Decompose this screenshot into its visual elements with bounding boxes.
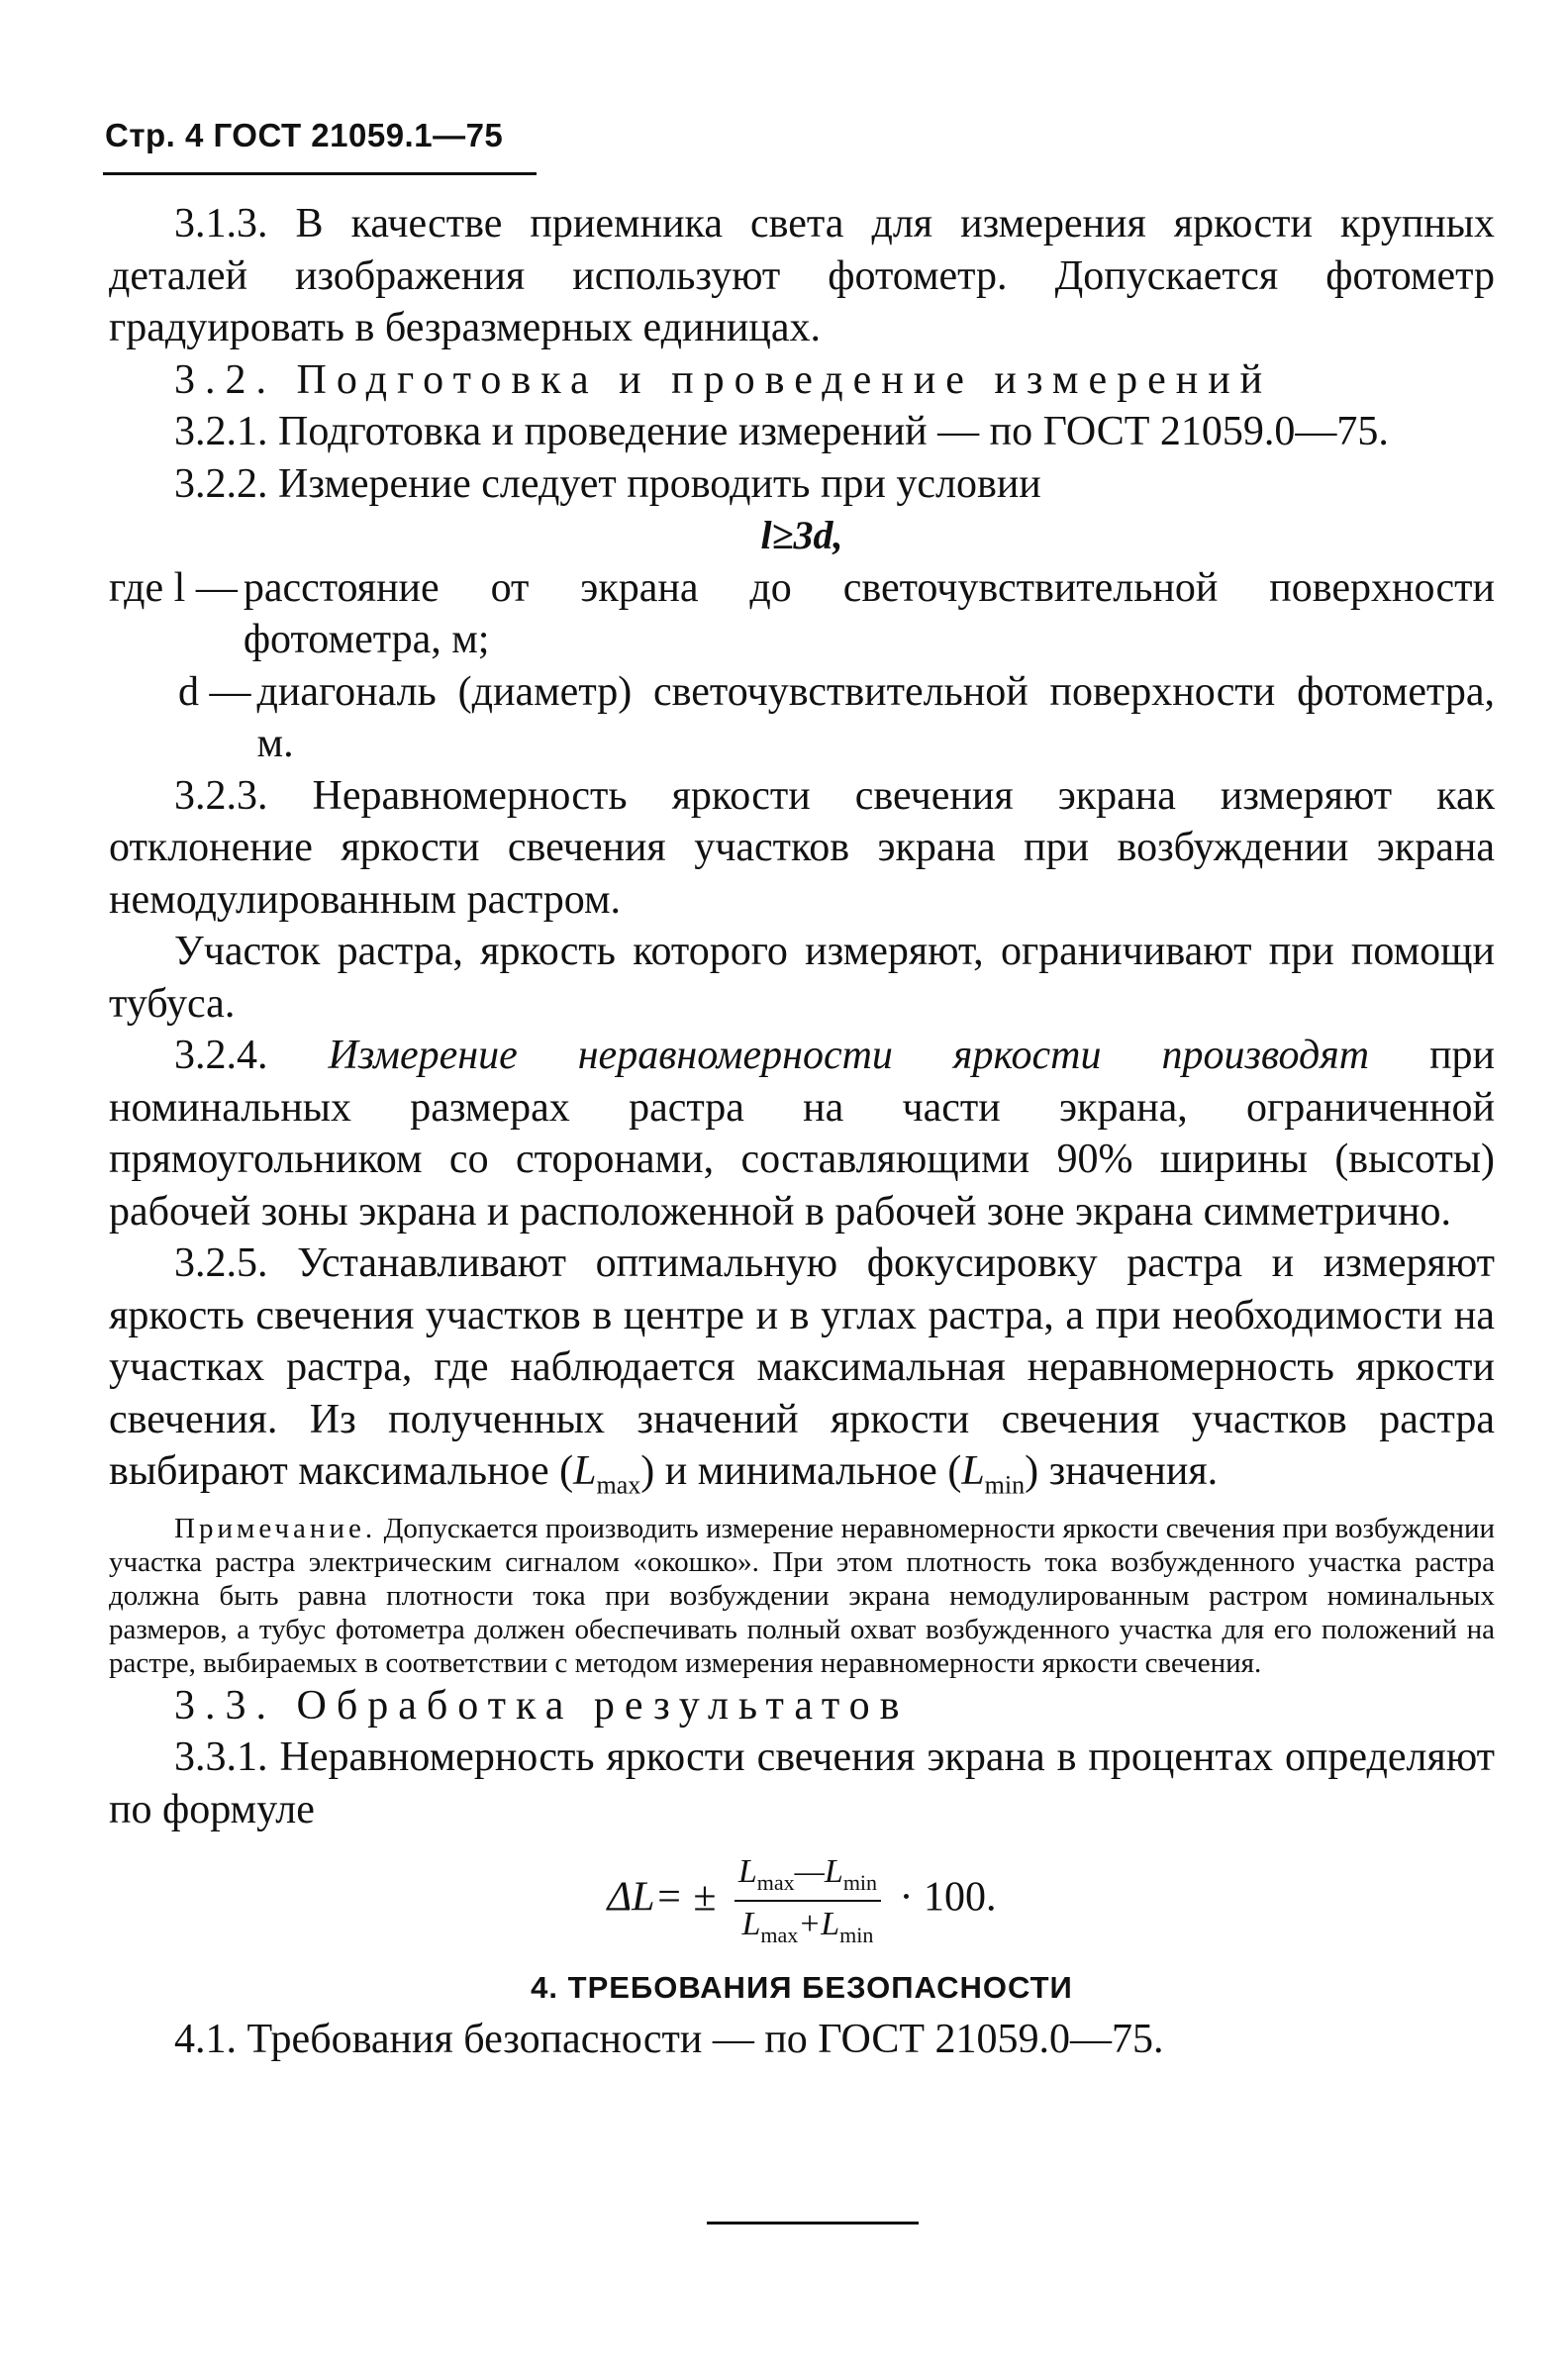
paragraph-3-1-3: 3.1.3. В качестве приемника света для измерения яркости крупных деталей изображения используют фотометр. Допускается фотометр градуировать в безразмерных единицах.: [109, 201, 1495, 350]
paragraph-3-2-2: 3.2.2. Измерение следует проводить при условии: [174, 460, 1041, 507]
p324-italic: Измерение неравномерности яркости производят: [328, 1033, 1370, 1078]
p325-part-c: ) значения.: [1025, 1448, 1219, 1494]
p325-part-a: 3.2.5. Устанавливают оптимальную фокусировку растра и измеряют яркость свечения участков в центре и в углах растра, а при необходимости на участках растра, где наблюдается максимальная неравномерность яркости свечения. Из полученных значений яркости свечения участков растра выбирают максимальное (: [109, 1240, 1495, 1494]
definition-l-desc: расстояние от экрана до светочувствительной поверхности фотометра, м;: [243, 564, 1495, 662]
section-4-heading: 4. ТРЕБОВАНИЯ БЕЗОПАСНОСТИ: [531, 1969, 1073, 2005]
num-l1: L: [737, 1853, 757, 1891]
definition-d-desc: диагональ (диаметр) светочувствительной поверхности фотометра, м.: [256, 668, 1495, 766]
paragraph-4-1: 4.1. Требования безопасности — по ГОСТ 21059.0—75.: [174, 2017, 1164, 2063]
definition-d-term: d —: [178, 668, 251, 715]
num-l2: L: [824, 1853, 843, 1891]
num-min: min: [842, 1870, 878, 1896]
den-l2: L: [821, 1906, 840, 1943]
paragraph-3-2-3: 3.2.3. Неравномерность яркости свечения экрана измеряют как отклонение яркости свечения участков экрана при возбуждении экрана немодулированным растром.: [109, 772, 1495, 923]
note-label: Примечание.: [174, 1512, 377, 1544]
definition-l-term: где l —: [109, 564, 238, 611]
paragraph-3-2-5: [109, 1237, 1495, 1512]
den-max: max: [760, 1922, 799, 1947]
formula-numerator: [735, 1853, 881, 1902]
note: [109, 1512, 1495, 1680]
den-op: +: [798, 1906, 822, 1943]
document-body: [109, 198, 1495, 2066]
bottom-rule: [707, 2222, 919, 2225]
paragraph-3-3-1: 3.3.1. Неравномерность яркости свечения экрана в процентах определяют по формуле: [109, 1734, 1495, 1832]
num-op: —: [794, 1853, 825, 1891]
lmin-symbol: L: [961, 1448, 985, 1494]
p324-rest: при номинальных размерах растра на части экрана, ограниченной прямоугольником со сторонами, составляющими 90% ширины (высоты) рабочей зоны экрана и расположенной в рабочей зоне экрана симметрично.: [109, 1033, 1496, 1235]
heading-3-3: 3.3. Обработка результатов: [174, 1682, 910, 1729]
note-text: Допускается производить измерение неравномерности яркости свечения при возбуждении участка растра электрическим сигналом «окошко». При этом плотность тока возбужденного участка растра должна быть равна плотности тока при возбуждении экрана немодулированным растром номинальных размеров, а тубус фотометра должен обеспечивать полный охват возбужденного участка для его положений на растре, выбираемых в соответствии с методом измерения неравномерности яркости свечения.: [109, 1512, 1496, 1679]
lmax-subscript: max: [596, 1470, 641, 1500]
page-header: Стр. 4 ГОСТ 21059.1—75: [105, 117, 504, 153]
header-rule: [103, 172, 537, 175]
den-l1: L: [741, 1906, 761, 1943]
uniformity-formula: [109, 1853, 1495, 1948]
definition-l: [109, 562, 1495, 666]
lmin-subscript: min: [984, 1470, 1026, 1500]
paragraph-3-2-4: [109, 1030, 1495, 1237]
formula-rhs: · 100.: [899, 1874, 997, 1921]
lmax-symbol: L: [573, 1448, 597, 1494]
p325-part-b: ) и минимальное (: [640, 1448, 962, 1494]
num-max: max: [756, 1870, 795, 1896]
heading-3-2: 3.2. Подготовка и проведение измерений: [174, 356, 1273, 403]
paragraph-3-2-3-b: Участок растра, яркость которого измеряют, ограничивают при помощи тубуса.: [109, 929, 1495, 1027]
den-min: min: [839, 1922, 874, 1947]
p324-number: 3.2.4.: [174, 1033, 268, 1078]
definition-d: [109, 666, 1495, 770]
formula-lhs: ΔL= ±: [607, 1874, 717, 1921]
condition-formula: l≥3d,: [760, 513, 843, 557]
formula-fraction: [735, 1853, 881, 1948]
paragraph-3-2-1: 3.2.1. Подготовка и проведение измерений — по ГОСТ 21059.0—75.: [174, 409, 1389, 454]
formula-denominator: [737, 1902, 877, 1948]
